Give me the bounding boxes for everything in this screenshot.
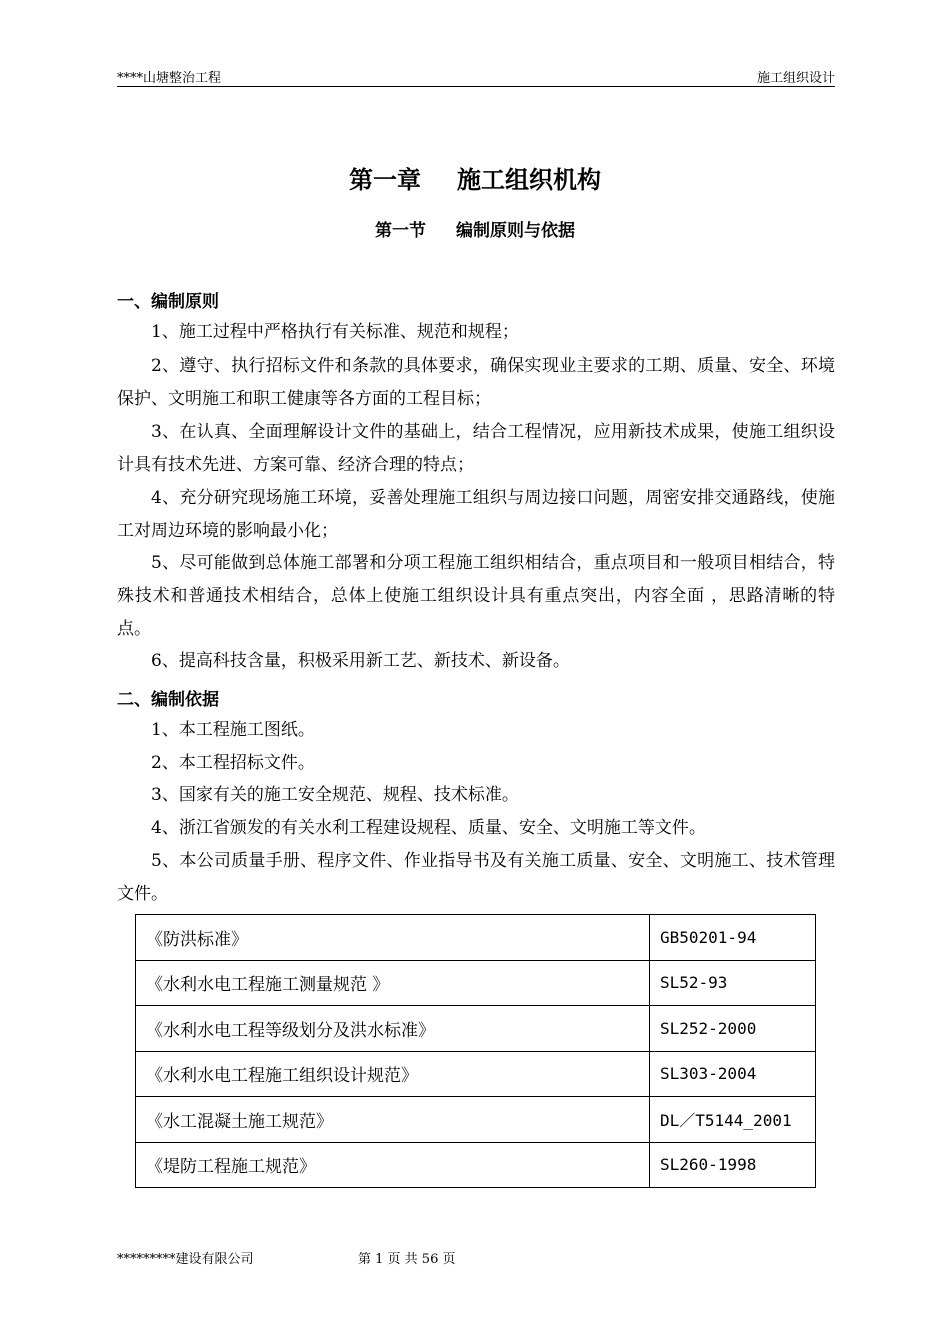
- basis-item: 2、本工程招标文件。: [151, 753, 315, 773]
- footer-page-number: 第 1 页 共 56 页: [358, 1252, 456, 1267]
- principle-item: 4、充分研究现场施工环境，妥善处理施工组织与周边接口问题，周密安排交通路线，使施工对周边环境的影响最小化；: [117, 488, 835, 541]
- basis-item: 3、国家有关的施工安全规范、规程、技术标准。: [151, 785, 519, 805]
- standard-name-cell: 《水利水电工程施工组织设计规范》: [136, 1051, 650, 1097]
- section-number: 第一节: [375, 221, 426, 241]
- basis-item: 4、浙江省颁发的有关水利工程建设规程、质量、安全、文明施工等文件。: [151, 818, 706, 838]
- standard-name-cell: 《水利水电工程等级划分及洪水标准》: [136, 1006, 650, 1052]
- standard-code-cell: SL303-2004: [650, 1051, 816, 1097]
- standard-name-cell: 《防洪标准》: [136, 915, 650, 961]
- standard-code-cell: SL52-93: [650, 960, 816, 1006]
- section-name: 编制原则与依据: [456, 221, 575, 241]
- chapter-name: 施工组织机构: [457, 166, 601, 194]
- standard-name-cell: 《水工混凝土施工规范》: [136, 1097, 650, 1143]
- standard-name-cell: 《堤防工程施工规范》: [136, 1142, 650, 1188]
- standard-code-cell: GB50201-94: [650, 915, 816, 961]
- standard-name-cell: 《水利水电工程施工测量规范 》: [136, 960, 650, 1006]
- table-row: [136, 1006, 816, 1052]
- standard-code-cell: SL252-2000: [650, 1006, 816, 1052]
- part1-heading: 一、编制原则: [117, 292, 219, 312]
- footer-company: *********建设有限公司: [117, 1252, 254, 1267]
- table-row: [136, 915, 816, 961]
- standard-code-cell: SL260-1998: [650, 1142, 816, 1188]
- basis-item: 5、本公司质量手册、程序文件、作业指导书及有关施工质量、安全、文明施工、技术管理文件。: [117, 851, 835, 904]
- principle-item: 6、提高科技含量，积极采用新工艺、新技术、新设备。: [151, 651, 570, 671]
- table-row: [136, 1051, 816, 1097]
- header-project-name: ****山塘整治工程: [117, 71, 222, 86]
- table-row: [136, 1142, 816, 1188]
- table-row: [136, 960, 816, 1006]
- chapter-number: 第一章: [349, 166, 421, 194]
- principle-item: 5、尽可能做到总体施工部署和分项工程施工组织相结合，重点项目和一般项目相结合，特殊技术和普通技术相结合，总体上使施工组织设计具有重点突出，内容全面 ，思路清晰的特点。: [117, 553, 835, 639]
- section-title: [0, 216, 950, 241]
- standards-table: [135, 914, 816, 1188]
- table-row: [136, 1097, 816, 1143]
- basis-item: 1、本工程施工图纸。: [151, 720, 315, 740]
- chapter-title: [0, 160, 950, 195]
- principle-item: 3、在认真、全面理解设计文件的基础上，结合工程情况，应用新技术成果，使施工组织设计具有技术先进、方案可靠、经济合理的特点；: [117, 422, 835, 475]
- header-doc-title: 施工组织设计: [756, 71, 835, 86]
- page-header: [117, 66, 835, 87]
- principle-item: 2、遵守、执行招标文件和条款的具体要求，确保实现业主要求的工期、质量、安全、环境保护、文明施工和职工健康等各方面的工程目标；: [117, 356, 835, 409]
- standard-code-cell: DL／T5144_2001: [650, 1097, 816, 1143]
- principle-item: 1、施工过程中严格执行有关标准、规范和规程；: [151, 322, 519, 342]
- part2-heading: 二、编制依据: [117, 690, 219, 710]
